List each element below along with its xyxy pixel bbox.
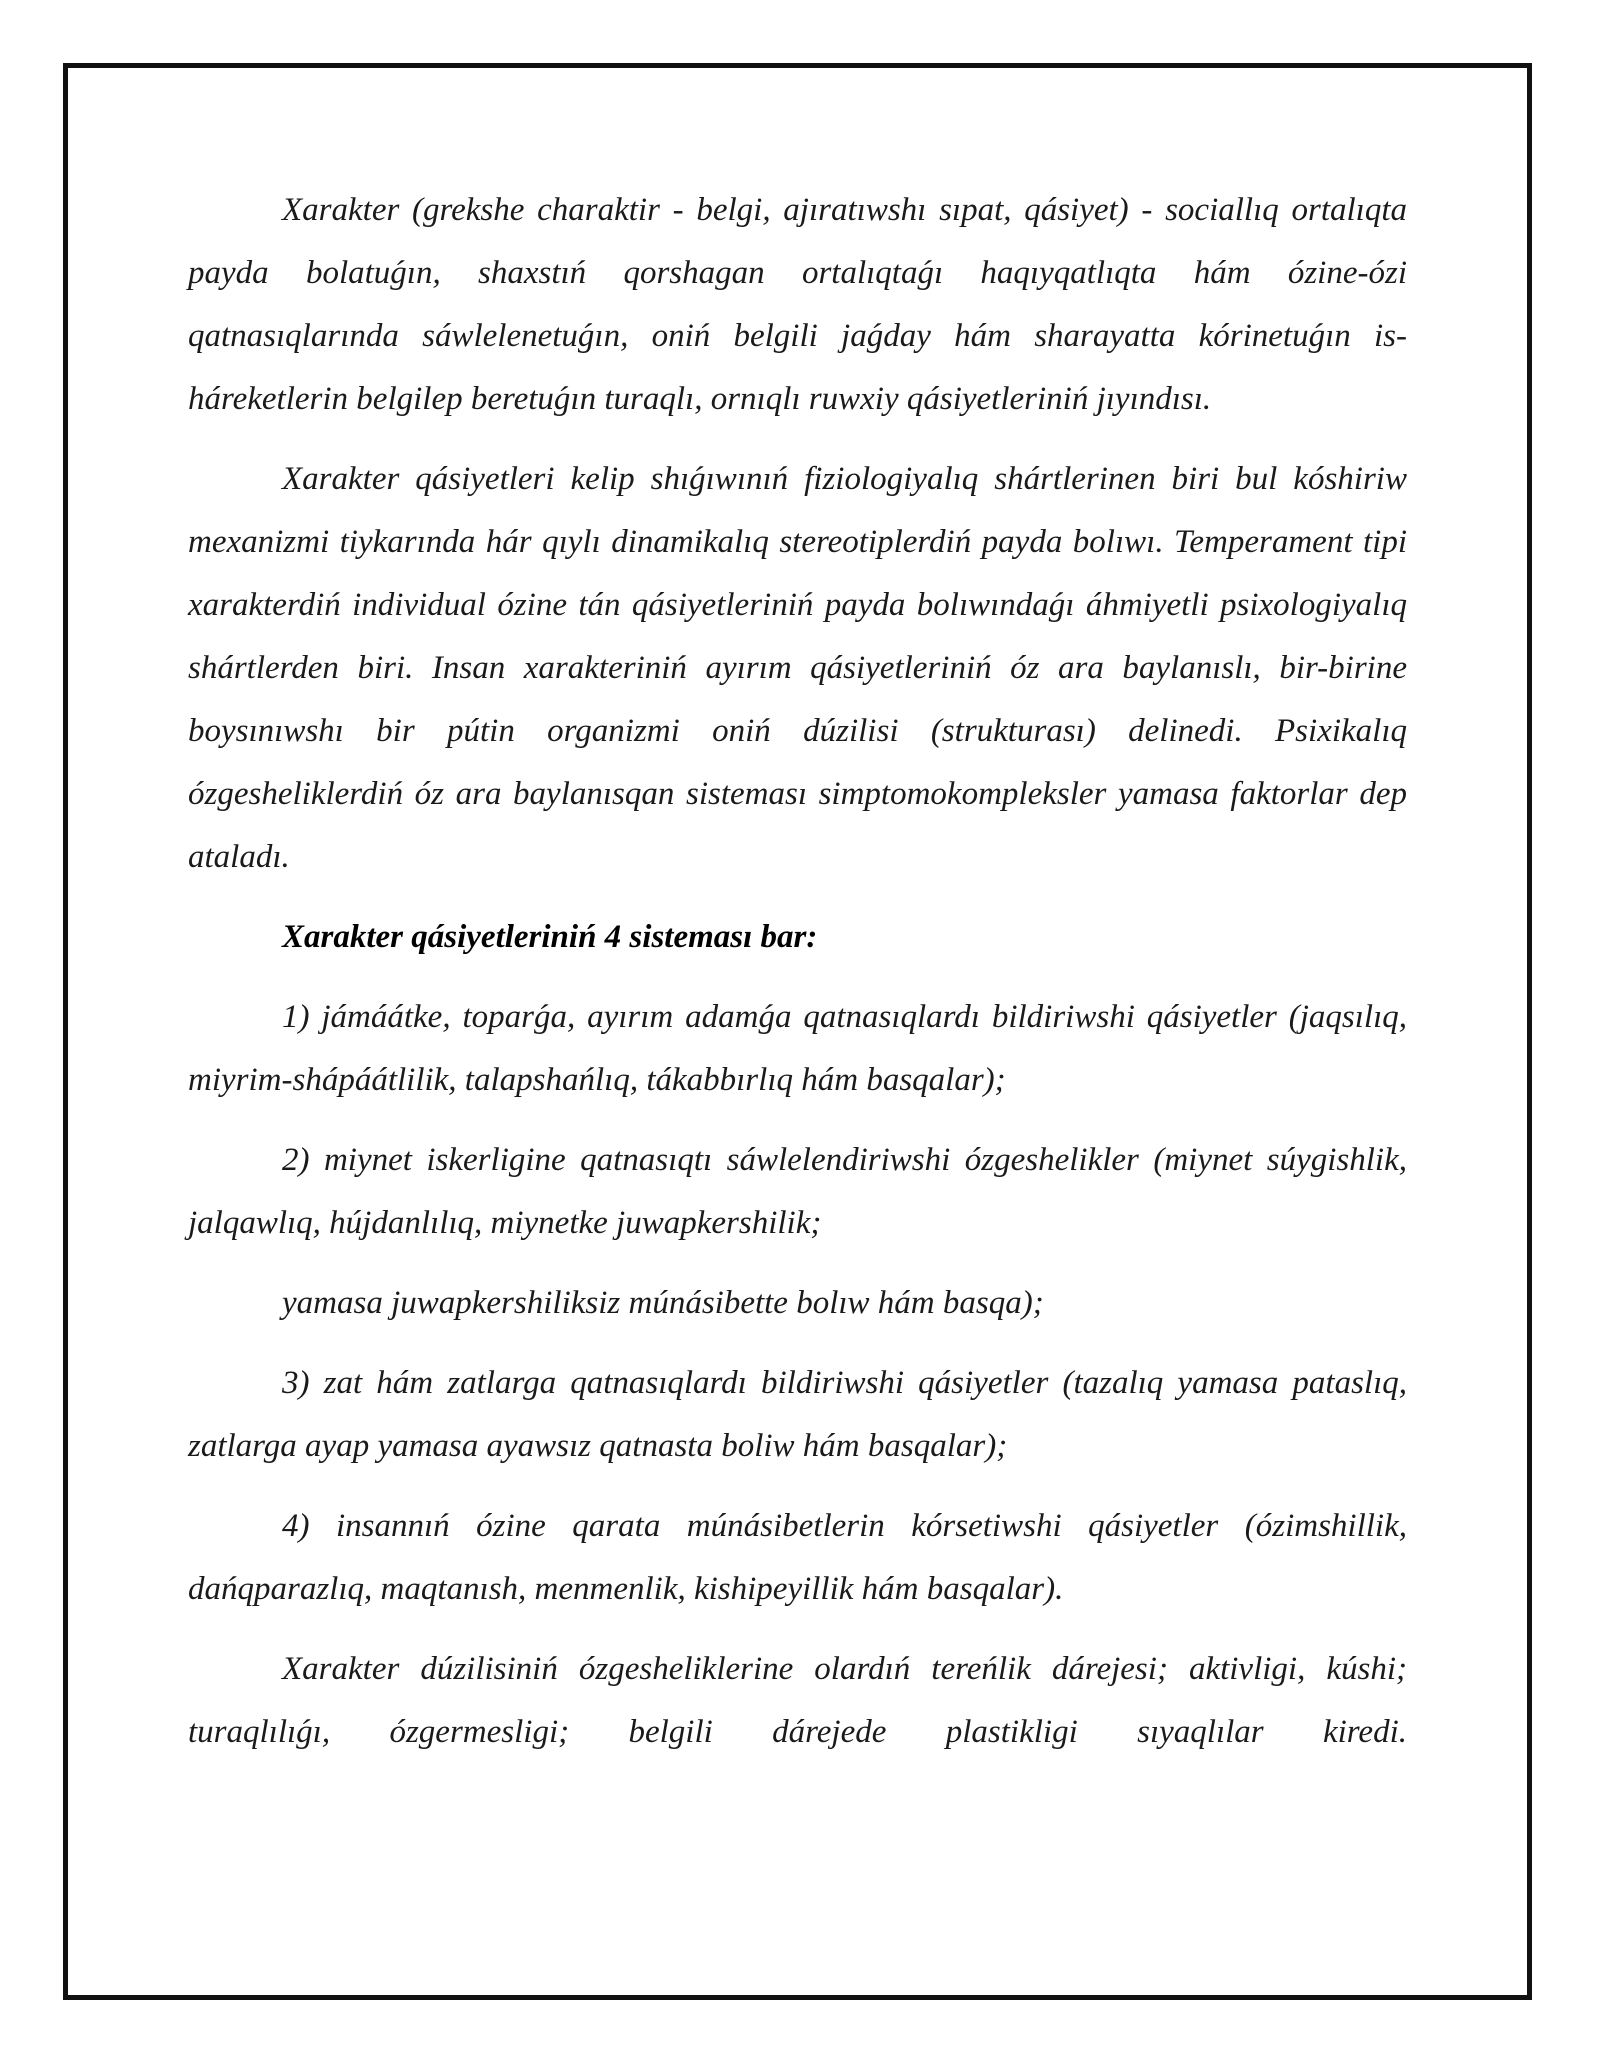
paragraph-definition: Xarakter (grekshe charaktir - belgi, ajıratıwshı sıpat, qásiyet) - sociallıq ortalıqta payda bolatuǵın, shaxstıń qorshagan ortalıqtaǵı haqıyqatlıqta hám ózine-ózi qatnasıqlarında sáwlelenetuǵın, oniń belgili jaǵday hám sharayatta kórinetuǵın is-háreketlerin belgilep beretuǵın turaqlı, ornıqlı ruwxiy qásiyetleriniń jıyındısı.: [188, 192, 1407, 417]
section-heading: Xarakter qásiyetleriniń 4 sisteması bar:: [282, 919, 818, 955]
paragraph-structure: Xarakter dúzilisiniń ózgesheliklerine olardıń tereńlik dárejesi; aktivligi, kúshi; turaqlılıǵı, ózgermesligi; belgili dárejede plastikligi sıyaqlılar kiredi.: [188, 1651, 1407, 1750]
paragraph-physiology: Xarakter qásiyetleri kelip shıǵıwınıń fiziologiyalıq shártlerinen biri bul kóshiriw mexanizmi tiykarında hár qıylı dinamikalıq stereotiplerdiń payda bolıwı. Temperament tipi xarakterdiń individual ózine tán qásiyetleriniń payda bolıwındaǵı áhmiyetli psixologiyalıq shártlerden biri. Insan xarakteriniń ayırım qásiyetleriniń óz ara baylanıslı, bir-birine boysınıwshı bir pútin organizmi oniń dúzilisi (strukturası) delinedi. Psixikalıq ózgesheliklerdiń óz ara baylanısqan sisteması simptomokompleksler yamasa faktorlar dep ataladı.: [188, 461, 1407, 875]
list-item-4: 4) insannıń ózine qarata múnásibetlerin kórsetiwshi qásiyetler (ózimshillik, dańqparazlıq, maqtanısh, menmenlik, kishipeyillik hám basqalar).: [188, 1508, 1407, 1607]
list-item-2: 2) miynet iskerligine qatnasıqtı sáwlelendiriwshi ózgeshelikler (miynet súygishlik, jalqawlıq, hújdanlılıq, miynetke juwapkershilik;: [188, 1142, 1407, 1241]
list-item-1: 1) jámáátke, toparǵa, ayırım adamǵa qatnasıqlardı bildiriwshi qásiyetler (jaqsılıq, miyrim-shápáátlilik, talapshańlıq, tákabbırlıq hám basqalar);: [188, 999, 1407, 1098]
list-item-3: 3) zat hám zatlarga qatnasıqlardı bildiriwshi qásiyetler (tazalıq yamasa pataslıq, zatlarga ayap yamasa ayawsız qatnasta boliw hám basqalar);: [188, 1365, 1407, 1464]
list-item-2-continuation: yamasa juwapkershiliksiz múnásibette bolıw hám basqa);: [282, 1285, 1044, 1321]
document-body: [188, 179, 1407, 1764]
